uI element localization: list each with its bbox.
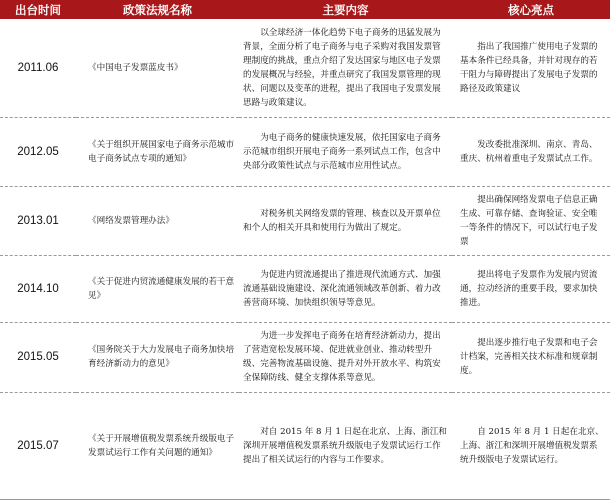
row-highlight: 提出确保网络发票电子信息正确生成、可靠存储、查询验证、安全唯一等条件的情况下，可以试行电子发票 bbox=[460, 194, 598, 247]
row-date: 2015.05 bbox=[17, 351, 59, 363]
row-policy-name: 《中国电子发票蓝皮书》 bbox=[88, 62, 183, 73]
row-date: 2011.06 bbox=[17, 61, 59, 74]
table-row bbox=[0, 186, 610, 255]
row-highlight: 提出将电子发票作为发展内贸流通，拉动经济的重要手段，要求加快推进。 bbox=[460, 269, 598, 308]
row-date: 2013.01 bbox=[17, 214, 59, 227]
row-date: 2014.10 bbox=[17, 282, 59, 295]
row-highlight: 指出了我国推广使用电子发票的基本条件已经具备，并针对现存的若干阻力与障碍提出了发展电子发票的路径及政策建议 bbox=[460, 41, 598, 94]
row-policy-name: 《关于促进内贸流通健康发展的若干意见》 bbox=[88, 276, 235, 301]
row-main-content: 为进一步发挥电子商务在培育经济新动力，提出了营造宽松发展环境、促进就业创业、推动转型升级、完善物流基础设施、提升对外开放水平、构筑安全保障防线、健全支撑体系等意见。 bbox=[243, 331, 441, 383]
table-row bbox=[0, 255, 610, 322]
row-main-content: 为电子商务的健康快速发展，依托国家电子商务示范城市组织开展电子商务一系列试点工作，包含中央部分政策性试点与示范城市应用性试点。 bbox=[243, 132, 441, 171]
row-date: 2012.05 bbox=[17, 145, 59, 158]
row-highlight: 发改委批准深圳、南京、青岛、重庆、杭州着重电子发票试点工作。 bbox=[460, 139, 598, 164]
row-highlight: 提出逐步推行电子发票和电子会计档案，完善相关技术标准和规章制度。 bbox=[460, 338, 598, 376]
row-highlight: 自 2015 年 8 月 1 日起在北京、上海、浙江和深圳开展增值税发票系统升级版电子发票试运行。 bbox=[460, 426, 604, 465]
header-policy-name: 政策法规名称 bbox=[76, 0, 239, 19]
table-row bbox=[0, 322, 610, 392]
row-policy-name: 《关于开展增值税发票系统升级版电子发票试运行工作有关问题的通知》 bbox=[88, 433, 235, 458]
table-row bbox=[0, 392, 610, 499]
row-main-content: 对自 2015 年 8 月 1 日起在北京、上海、浙江和深圳开展增值税发票系统升级版电子发票试运行工作提出了相关试运行的内容与工作要求。 bbox=[243, 426, 447, 465]
row-date: 2015.07 bbox=[17, 439, 59, 452]
row-main-content: 对税务机关网络发票的管理、核查以及开票单位和个人的相关开具和使用行为做出了规定。 bbox=[243, 208, 441, 233]
row-main-content: 以全球经济一体化趋势下电子商务的迅猛发展为背景，全面分析了电子商务与电子采购对我国发票管理制度的挑战，重点介绍了发达国家与地区电子发票的发展概况与经验，并重点研究了我国发票管理的现状、问题以及变革的进程，提出了我国电子发票发展思路与政策建议。 bbox=[243, 27, 441, 108]
header-row bbox=[0, 0, 610, 19]
header-date: 出台时间 bbox=[0, 0, 76, 19]
row-main-content: 为促进内贸流通提出了推进现代流通方式、加强流通基础设施建设、深化流通领域改革创新、着力改善营商环境、加快组织领导等意见。 bbox=[243, 269, 441, 308]
row-policy-name: 《国务院关于大力发展电子商务加快培育经济新动力的意见》 bbox=[88, 345, 235, 369]
table-row bbox=[0, 117, 610, 186]
header-main-content: 主要内容 bbox=[239, 0, 452, 19]
row-policy-name: 《网络发票管理办法》 bbox=[88, 215, 174, 226]
row-policy-name: 《关于组织开展国家电子商务示范城市电子商务试点专项的通知》 bbox=[88, 139, 235, 164]
table-row bbox=[0, 19, 610, 117]
header-highlight: 核心亮点 bbox=[452, 0, 610, 19]
